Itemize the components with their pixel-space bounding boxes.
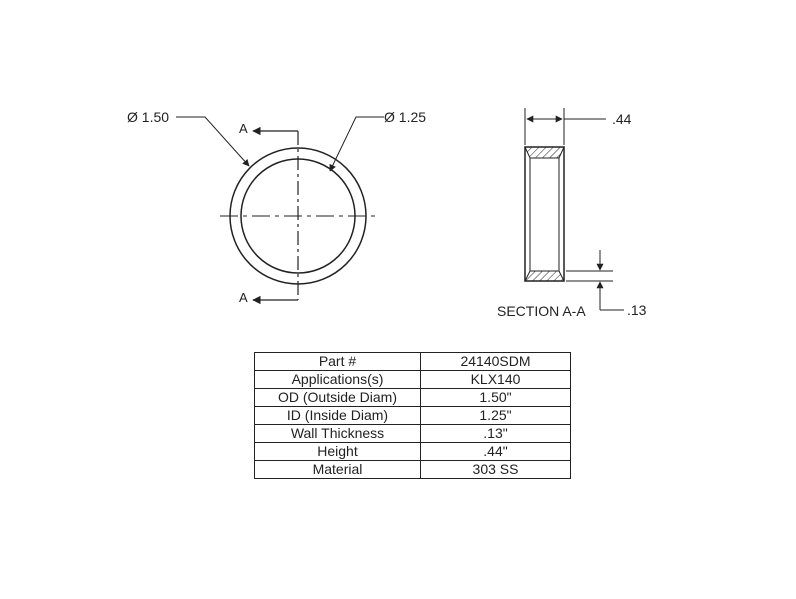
row-value: .13" [421,425,571,443]
section-letter-top: A [239,121,248,136]
front-view [127,109,426,305]
row-label: Applications(s) [255,371,421,389]
row-label: Height [255,443,421,461]
spec-table [254,352,571,479]
id-callout: Ø 1.25 [384,109,427,125]
table-row [255,353,571,371]
table-row [255,407,571,425]
height-dimension: .44 [612,111,632,127]
section-hatch-top [525,147,564,158]
row-label: ID (Inside Diam) [255,407,421,425]
table-row [255,425,571,443]
section-hatch-bottom [525,271,564,281]
table-row [255,461,571,479]
section-outline [525,147,564,281]
row-value: 1.25" [421,407,571,425]
row-value: .44" [421,443,571,461]
wall-dimension: .13 [627,302,647,318]
row-label: Wall Thickness [255,425,421,443]
row-value: 303 SS [421,461,571,479]
row-value: KLX140 [421,371,571,389]
row-label: Material [255,461,421,479]
table-row [255,389,571,407]
row-value: 1.50" [421,389,571,407]
id-leader-line [330,117,384,171]
row-label: Part # [255,353,421,371]
table-row [255,443,571,461]
section-title: SECTION A-A [497,303,586,319]
section-view [497,108,647,319]
row-value: 24140SDM [421,353,571,371]
section-letter-bottom: A [239,290,248,305]
od-callout: Ø 1.50 [127,109,170,125]
table-row [255,371,571,389]
row-label: OD (Outside Diam) [255,389,421,407]
